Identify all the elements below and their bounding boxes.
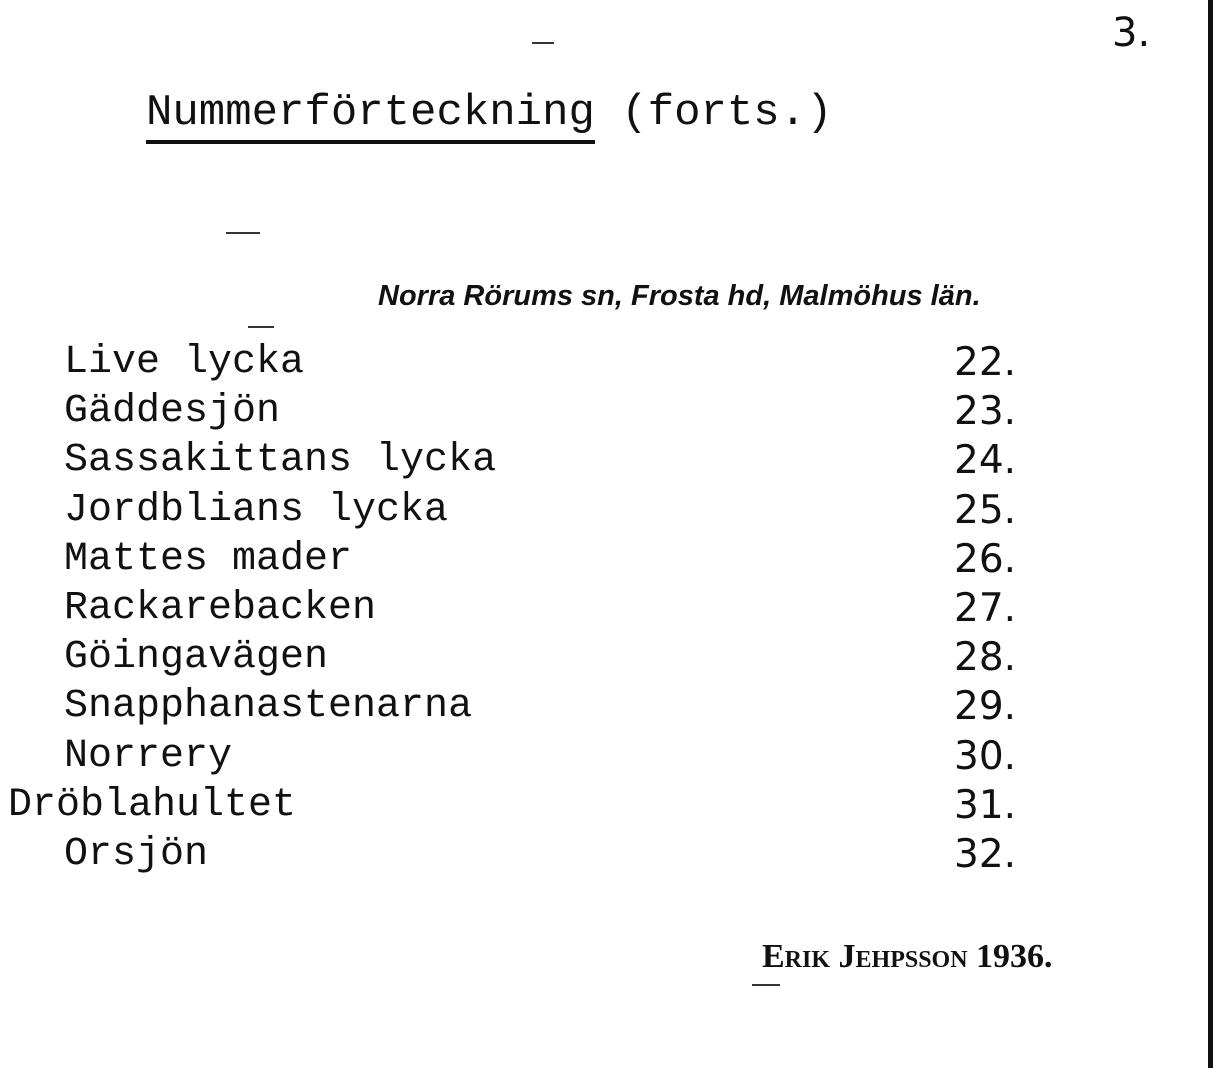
- place-name: Dröblahultet: [8, 782, 297, 828]
- right-margin-rule: [1208, 0, 1213, 1068]
- place-number: 24.: [954, 438, 1017, 484]
- place-name: Norrery: [64, 733, 233, 779]
- place-row: [0, 635, 1200, 684]
- place-name: Rackarebacken: [64, 585, 377, 631]
- place-name: Gäddesjön: [64, 389, 281, 435]
- place-name: Mattes mader: [64, 536, 353, 582]
- page-number: 3.: [1112, 10, 1151, 56]
- ink-speck: [226, 232, 260, 234]
- place-name: Jordblians lycka: [64, 487, 449, 533]
- place-number: 28.: [954, 635, 1017, 681]
- place-number: 23.: [954, 389, 1017, 435]
- region-heading: Norra Rörums sn, Frosta hd, Malmöhus län.: [378, 280, 981, 312]
- title-main: Nummerförteckning: [146, 88, 595, 144]
- place-name: Sassakittans lycka: [64, 438, 497, 484]
- place-row: [0, 488, 1200, 537]
- place-row: [0, 586, 1200, 635]
- place-row: [0, 783, 1200, 832]
- place-number: 29.: [954, 684, 1017, 730]
- place-number: 26.: [954, 536, 1017, 582]
- place-number: 31.: [954, 782, 1017, 828]
- place-number: 32.: [954, 831, 1017, 877]
- title-suffix: (forts.): [621, 88, 833, 138]
- place-number: 30.: [954, 733, 1017, 779]
- place-row: [0, 340, 1200, 389]
- place-list: [0, 340, 1200, 881]
- place-name: Live lycka: [64, 340, 305, 385]
- place-number: 27.: [954, 585, 1017, 631]
- ink-speck: [752, 984, 780, 986]
- place-name: Snapphanastenarna: [64, 684, 473, 730]
- ink-speck: [532, 42, 554, 44]
- ink-speck: [248, 326, 274, 328]
- place-row: [0, 832, 1200, 881]
- place-row: [0, 389, 1200, 438]
- author-signature: Erik Jehpsson 1936.: [762, 938, 1053, 975]
- place-row: [0, 438, 1200, 487]
- page-title: [146, 88, 833, 138]
- place-row: [0, 537, 1200, 586]
- place-row: [0, 734, 1200, 783]
- place-number: 22.: [954, 340, 1017, 385]
- place-row: [0, 684, 1200, 733]
- place-name: Orsjön: [64, 831, 209, 877]
- place-number: 25.: [954, 487, 1017, 533]
- place-name: Göingavägen: [64, 635, 329, 681]
